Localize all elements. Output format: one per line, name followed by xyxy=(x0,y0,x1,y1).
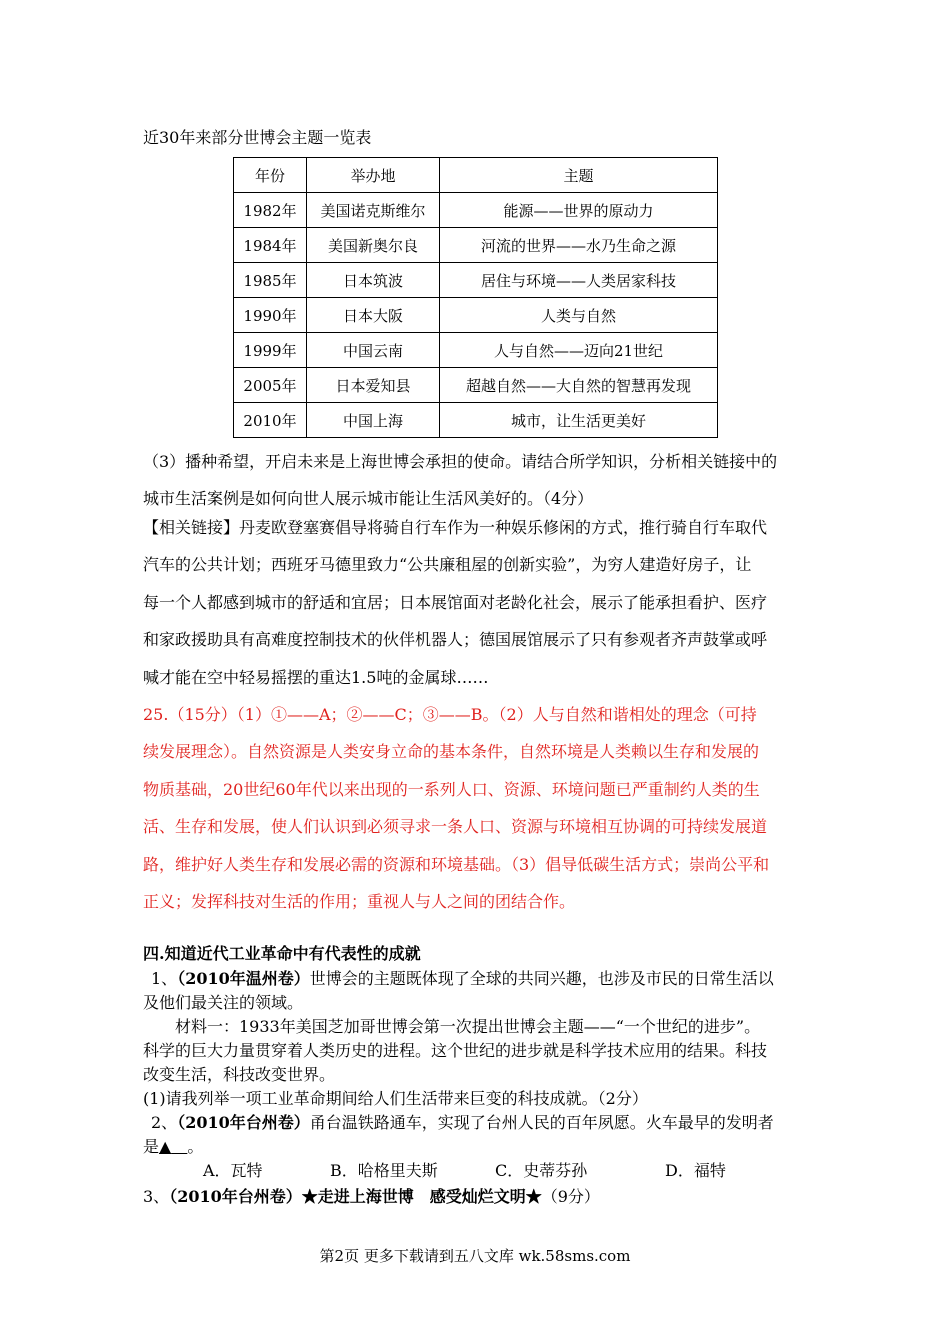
answer-line: 正义；发挥科技对生活的作用；重视人与人之间的团结合作。 xyxy=(143,892,576,912)
question-1-text: 世博会的主题既体现了全球的共同兴趣，也涉及市民的日常生活以 xyxy=(309,969,774,988)
cell-year: 1984年 xyxy=(234,228,307,263)
cell-venue: 美国新奥尔良 xyxy=(307,228,440,263)
question-3-number: 3、 xyxy=(143,1187,170,1206)
related-link-line: 喊才能在空中轻易摇摆的重达1.5吨的金属球…… xyxy=(143,667,489,687)
related-link-line: 【相关链接】丹麦欧登塞赛倡导将骑自行车作为一种娱乐修闲的方式，推行骑自行车取代 xyxy=(143,518,768,537)
cell-venue: 日本爱知县 xyxy=(307,368,440,403)
question-3-title: ★走进上海世博 感受灿烂文明★ xyxy=(301,1187,542,1206)
question-2-text: 甬台温铁路通车，实现了台州人民的百年夙愿。火车最早的发明者 xyxy=(309,1113,774,1132)
table-row xyxy=(234,193,718,228)
question-1 xyxy=(151,967,774,990)
cell-venue: 中国云南 xyxy=(307,333,440,368)
option-b: B．哈格里夫斯 xyxy=(330,1161,438,1180)
table-row xyxy=(234,298,718,333)
option-a: A．瓦特 xyxy=(203,1161,263,1180)
cell-year: 2010年 xyxy=(234,403,307,438)
related-link-line: 每一个人都感到城市的舒适和宜居；日本展馆面对老龄化社会，展示了能承担看护、医疗 xyxy=(143,592,768,612)
cell-year: 1999年 xyxy=(234,333,307,368)
question-2-number: 2、 xyxy=(151,1113,178,1132)
material-1-line: 改变生活，科技改变世界。 xyxy=(143,1065,336,1084)
cell-theme: 人与自然——迈向21世纪 xyxy=(440,333,718,368)
question-3-item xyxy=(143,1187,600,1207)
question-2-source: （2010年台州卷） xyxy=(177,1113,310,1132)
page-footer: 第2页 更多下载请到五八文库 wk.58sms.com xyxy=(319,1247,631,1265)
cell-year: 1982年 xyxy=(234,193,307,228)
answer-blank-marker: ▲ xyxy=(159,1137,172,1156)
cell-year: 2005年 xyxy=(234,368,307,403)
table-row xyxy=(234,263,718,298)
answer-25 xyxy=(143,696,769,920)
table-row xyxy=(234,403,718,438)
section-4-title: 四.知道近代工业革命中有代表性的成就 xyxy=(143,944,421,963)
cell-year: 1985年 xyxy=(234,263,307,298)
cell-venue: 日本大阪 xyxy=(307,298,440,333)
table-row xyxy=(234,333,718,368)
material-1-line: 材料一：1933年美国芝加哥世博会第一次提出世博会主题——“一个世纪的进步”。 xyxy=(175,1017,761,1036)
cell-theme: 能源——世界的原动力 xyxy=(440,193,718,228)
cell-theme: 人类与自然 xyxy=(440,298,718,333)
question-3-line: 城市生活案例是如何向世人展示城市能让生活风美好的。（4分） xyxy=(143,489,594,508)
header-venue: 举办地 xyxy=(307,158,440,193)
question-1-sub-1: (1)请我列举一项工业革命期间给人们生活带来巨变的科技成就。（2分） xyxy=(143,1089,648,1108)
option-d: D．福特 xyxy=(665,1161,726,1180)
question-2-line-2: 是▲ 。 xyxy=(143,1137,204,1156)
cell-venue: 日本筑波 xyxy=(307,263,440,298)
answer-line: 25.（15分）（1）①——A；②——C；③——B。（2）人与自然和谐相处的理念（可持 xyxy=(143,705,757,724)
cell-theme: 超越自然——大自然的智慧再发现 xyxy=(440,368,718,403)
cell-venue: 中国上海 xyxy=(307,403,440,438)
question-3 xyxy=(143,443,777,517)
related-link-line: 和家政援助具有高难度控制技术的伙伴机器人；德国展馆展示了只有参观者齐声鼓掌或呼 xyxy=(143,630,768,650)
expo-theme-table xyxy=(233,157,718,438)
question-3-source: （2010年台州卷） xyxy=(169,1187,302,1206)
question-3-line: （3）播种希望，开启未来是上海世博会承担的使命。请结合所学知识，分析相关链接中的 xyxy=(143,452,778,471)
cell-theme: 居住与环境——人类居家科技 xyxy=(440,263,718,298)
cell-theme: 河流的世界——水乃生命之源 xyxy=(440,228,718,263)
question-1-number: 1、 xyxy=(151,969,178,988)
cell-year: 1990年 xyxy=(234,298,307,333)
cell-theme: 城市，让生活更美好 xyxy=(440,403,718,438)
answer-line: 续发展理念）。自然资源是人类安身立命的基本条件，自然环境是人类赖以生存和发展的 xyxy=(143,742,760,762)
related-link xyxy=(143,509,767,696)
answer-line: 路，维护好人类生存和发展必需的资源和环境基础。（3）倡导低碳生活方式；崇尚公平和 xyxy=(143,854,770,874)
answer-line: 活、生存和发展，使人们认识到必须寻求一条人口、资源与环境相互协调的可持续发展道 xyxy=(143,817,768,837)
table-row xyxy=(234,368,718,403)
question-3-score: （9分） xyxy=(541,1187,600,1206)
table-row xyxy=(234,228,718,263)
option-c: C．史蒂芬孙 xyxy=(495,1161,588,1180)
table-header-row xyxy=(234,158,718,193)
related-link-line: 汽车的公共计划；西班牙马德里致力“公共廉租屋的创新实验”，为穷人建造好房子，让 xyxy=(143,555,752,575)
question-1-line-2: 及他们最关注的领域。 xyxy=(143,993,304,1012)
cell-venue: 美国诺克斯维尔 xyxy=(307,193,440,228)
table-caption: 近30年来部分世博会主题一览表 xyxy=(143,128,372,147)
header-theme: 主题 xyxy=(440,158,718,193)
header-year: 年份 xyxy=(234,158,307,193)
question-2 xyxy=(151,1111,774,1134)
question-1-source: （2010年温州卷） xyxy=(177,969,310,988)
material-1-line: 科学的巨大力量贯穿着人类历史的进程。这个世纪的进步就是科学技术应用的结果。科技 xyxy=(143,1041,768,1060)
answer-line: 物质基础，20世纪60年代以来出现的一系列人口、资源、环境问题已严重制约人类的生 xyxy=(143,779,760,799)
